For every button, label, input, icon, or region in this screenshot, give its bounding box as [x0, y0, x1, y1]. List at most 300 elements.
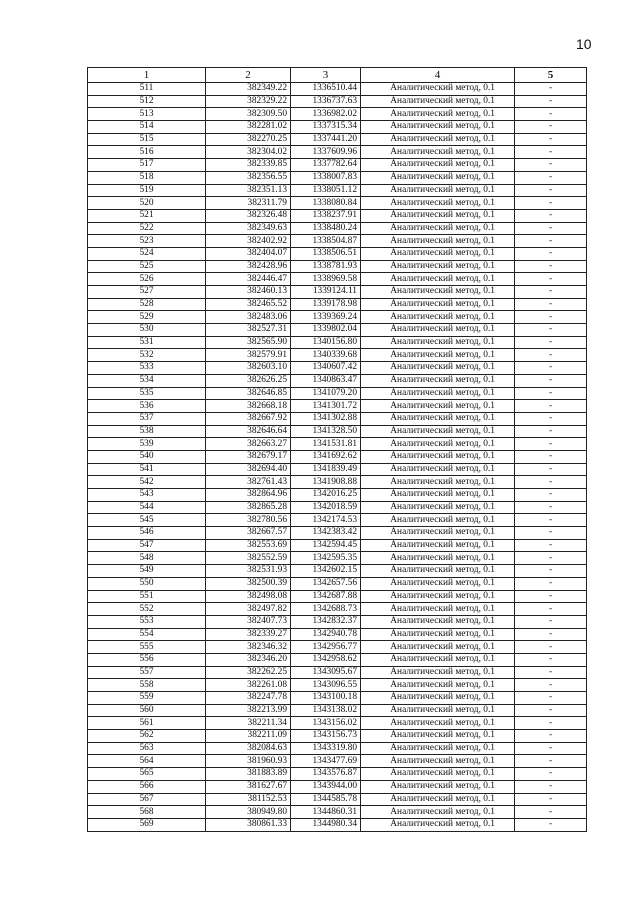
table-body [88, 83, 587, 832]
method-accuracy-cell: Аналитический метод, 0.1 [361, 273, 515, 286]
table-row [88, 235, 587, 248]
table-row [88, 83, 587, 96]
header-col-3: 3 [291, 68, 361, 83]
table-row [88, 463, 587, 476]
method-accuracy-cell: Аналитический метод, 0.1 [361, 717, 515, 730]
coordinate-y-cell: 1342958.62 [291, 653, 361, 666]
coordinate-x-cell: 382603.10 [206, 362, 291, 375]
point-number-cell: 566 [88, 780, 206, 793]
method-accuracy-cell: Аналитический метод, 0.1 [361, 121, 515, 134]
coordinate-x-cell: 382667.92 [206, 412, 291, 425]
coordinate-y-cell: 1343100.18 [291, 692, 361, 705]
method-accuracy-cell: Аналитический метод, 0.1 [361, 768, 515, 781]
point-number-cell: 514 [88, 121, 206, 134]
method-accuracy-cell: Аналитический метод, 0.1 [361, 387, 515, 400]
table-row [88, 349, 587, 362]
table-row [88, 628, 587, 641]
table-row [88, 171, 587, 184]
point-number-cell: 536 [88, 400, 206, 413]
table-row [88, 222, 587, 235]
method-accuracy-cell: Аналитический метод, 0.1 [361, 311, 515, 324]
coordinate-x-cell: 382498.08 [206, 590, 291, 603]
coordinate-x-cell: 382281.02 [206, 121, 291, 134]
coordinate-y-cell: 1343138.02 [291, 704, 361, 717]
note-cell: - [515, 514, 587, 527]
coordinate-x-cell: 382211.09 [206, 730, 291, 743]
table-row [88, 374, 587, 387]
note-cell: - [515, 450, 587, 463]
coordinate-y-cell: 1344860.31 [291, 806, 361, 819]
note-cell: - [515, 260, 587, 273]
note-cell: - [515, 679, 587, 692]
point-number-cell: 531 [88, 336, 206, 349]
note-cell: - [515, 577, 587, 590]
table-row [88, 95, 587, 108]
table-row [88, 641, 587, 654]
point-number-cell: 541 [88, 463, 206, 476]
method-accuracy-cell: Аналитический метод, 0.1 [361, 222, 515, 235]
coordinate-x-cell: 382663.27 [206, 438, 291, 451]
note-cell: - [515, 108, 587, 121]
point-number-cell: 548 [88, 552, 206, 565]
coordinate-x-cell: 382211.34 [206, 717, 291, 730]
method-accuracy-cell: Аналитический метод, 0.1 [361, 755, 515, 768]
table-row [88, 108, 587, 121]
table-row [88, 425, 587, 438]
point-number-cell: 547 [88, 539, 206, 552]
coordinate-x-cell: 382446.47 [206, 273, 291, 286]
method-accuracy-cell: Аналитический метод, 0.1 [361, 324, 515, 337]
table-row [88, 476, 587, 489]
table-row [88, 527, 587, 540]
coordinate-y-cell: 1338506.51 [291, 247, 361, 260]
table-row [88, 247, 587, 260]
coordinate-y-cell: 1337782.64 [291, 159, 361, 172]
coordinate-x-cell: 382356.55 [206, 171, 291, 184]
coordinate-x-cell: 382262.25 [206, 666, 291, 679]
table-row [88, 615, 587, 628]
note-cell: - [515, 755, 587, 768]
table-row [88, 273, 587, 286]
point-number-cell: 563 [88, 742, 206, 755]
method-accuracy-cell: Аналитический метод, 0.1 [361, 603, 515, 616]
coordinate-y-cell: 1342595.35 [291, 552, 361, 565]
note-cell: - [515, 171, 587, 184]
point-number-cell: 512 [88, 95, 206, 108]
header-col-4: 4 [361, 68, 515, 83]
method-accuracy-cell: Аналитический метод, 0.1 [361, 780, 515, 793]
coordinate-y-cell: 1342832.37 [291, 615, 361, 628]
point-number-cell: 544 [88, 501, 206, 514]
point-number-cell: 565 [88, 768, 206, 781]
note-cell: - [515, 95, 587, 108]
table-row [88, 450, 587, 463]
coordinates-table [87, 67, 587, 832]
table-row [88, 768, 587, 781]
method-accuracy-cell: Аналитический метод, 0.1 [361, 349, 515, 362]
coordinate-y-cell: 1340863.47 [291, 374, 361, 387]
coordinate-x-cell: 382213.99 [206, 704, 291, 717]
table-row [88, 539, 587, 552]
note-cell: - [515, 615, 587, 628]
point-number-cell: 561 [88, 717, 206, 730]
note-cell: - [515, 438, 587, 451]
method-accuracy-cell: Аналитический метод, 0.1 [361, 514, 515, 527]
coordinate-y-cell: 1343156.02 [291, 717, 361, 730]
coordinate-x-cell: 382304.02 [206, 146, 291, 159]
point-number-cell: 519 [88, 184, 206, 197]
coordinate-x-cell: 382339.85 [206, 159, 291, 172]
point-number-cell: 553 [88, 615, 206, 628]
method-accuracy-cell: Аналитический метод, 0.1 [361, 438, 515, 451]
note-cell: - [515, 387, 587, 400]
header-col-5: 5 [515, 68, 587, 83]
method-accuracy-cell: Аналитический метод, 0.1 [361, 336, 515, 349]
note-cell: - [515, 83, 587, 96]
coordinate-y-cell: 1336737.63 [291, 95, 361, 108]
note-cell: - [515, 184, 587, 197]
method-accuracy-cell: Аналитический метод, 0.1 [361, 362, 515, 375]
point-number-cell: 556 [88, 653, 206, 666]
method-accuracy-cell: Аналитический метод, 0.1 [361, 235, 515, 248]
coordinate-y-cell: 1341301.72 [291, 400, 361, 413]
note-cell: - [515, 463, 587, 476]
method-accuracy-cell: Аналитический метод, 0.1 [361, 374, 515, 387]
table-row [88, 336, 587, 349]
table-row [88, 400, 587, 413]
table-row [88, 806, 587, 819]
table-row [88, 590, 587, 603]
table-row [88, 438, 587, 451]
method-accuracy-cell: Аналитический метод, 0.1 [361, 742, 515, 755]
coordinate-x-cell: 382261.08 [206, 679, 291, 692]
coordinate-x-cell: 382349.22 [206, 83, 291, 96]
coordinate-x-cell: 382668.18 [206, 400, 291, 413]
coordinate-x-cell: 382428.96 [206, 260, 291, 273]
point-number-cell: 549 [88, 565, 206, 578]
coordinate-x-cell: 382679.17 [206, 450, 291, 463]
point-number-cell: 552 [88, 603, 206, 616]
point-number-cell: 539 [88, 438, 206, 451]
coordinate-x-cell: 382553.69 [206, 539, 291, 552]
note-cell: - [515, 730, 587, 743]
point-number-cell: 558 [88, 679, 206, 692]
coordinate-x-cell: 382646.85 [206, 387, 291, 400]
note-cell: - [515, 641, 587, 654]
note-cell: - [515, 222, 587, 235]
method-accuracy-cell: Аналитический метод, 0.1 [361, 666, 515, 679]
coordinate-y-cell: 1338237.91 [291, 209, 361, 222]
table-row [88, 577, 587, 590]
point-number-cell: 555 [88, 641, 206, 654]
table-row [88, 742, 587, 755]
coordinate-x-cell: 382579.91 [206, 349, 291, 362]
coordinate-x-cell: 382460.13 [206, 286, 291, 299]
coordinate-x-cell: 382339.27 [206, 628, 291, 641]
point-number-cell: 559 [88, 692, 206, 705]
point-number-cell: 562 [88, 730, 206, 743]
coordinate-y-cell: 1343095.67 [291, 666, 361, 679]
coordinate-x-cell: 382780.56 [206, 514, 291, 527]
point-number-cell: 554 [88, 628, 206, 641]
note-cell: - [515, 552, 587, 565]
point-number-cell: 533 [88, 362, 206, 375]
note-cell: - [515, 590, 587, 603]
note-cell: - [515, 666, 587, 679]
note-cell: - [515, 374, 587, 387]
point-number-cell: 513 [88, 108, 206, 121]
coordinate-y-cell: 1342956.77 [291, 641, 361, 654]
coordinate-x-cell: 382552.59 [206, 552, 291, 565]
note-cell: - [515, 806, 587, 819]
note-cell: - [515, 362, 587, 375]
coordinate-x-cell: 382326.48 [206, 209, 291, 222]
point-number-cell: 560 [88, 704, 206, 717]
table-row [88, 692, 587, 705]
header-col-1: 1 [88, 68, 206, 83]
table-row [88, 324, 587, 337]
method-accuracy-cell: Аналитический метод, 0.1 [361, 108, 515, 121]
point-number-cell: 518 [88, 171, 206, 184]
point-number-cell: 527 [88, 286, 206, 299]
coordinate-y-cell: 1336982.02 [291, 108, 361, 121]
note-cell: - [515, 742, 587, 755]
note-cell: - [515, 412, 587, 425]
table-row [88, 184, 587, 197]
coordinate-x-cell: 381883.89 [206, 768, 291, 781]
method-accuracy-cell: Аналитический метод, 0.1 [361, 159, 515, 172]
method-accuracy-cell: Аналитический метод, 0.1 [361, 463, 515, 476]
method-accuracy-cell: Аналитический метод, 0.1 [361, 501, 515, 514]
note-cell: - [515, 704, 587, 717]
note-cell: - [515, 298, 587, 311]
method-accuracy-cell: Аналитический метод, 0.1 [361, 527, 515, 540]
table-row [88, 133, 587, 146]
coordinate-y-cell: 1341531.81 [291, 438, 361, 451]
note-cell: - [515, 539, 587, 552]
method-accuracy-cell: Аналитический метод, 0.1 [361, 577, 515, 590]
coordinate-x-cell: 382309.50 [206, 108, 291, 121]
note-cell: - [515, 247, 587, 260]
coordinate-y-cell: 1343576.87 [291, 768, 361, 781]
coordinate-x-cell: 382247.78 [206, 692, 291, 705]
coordinate-y-cell: 1340607.42 [291, 362, 361, 375]
coordinate-y-cell: 1340156.80 [291, 336, 361, 349]
coordinate-x-cell: 382500.39 [206, 577, 291, 590]
point-number-cell: 551 [88, 590, 206, 603]
table-row [88, 311, 587, 324]
table-row [88, 653, 587, 666]
coordinate-y-cell: 1339369.24 [291, 311, 361, 324]
method-accuracy-cell: Аналитический метод, 0.1 [361, 450, 515, 463]
note-cell: - [515, 603, 587, 616]
page-number: 10 [576, 36, 592, 52]
point-number-cell: 550 [88, 577, 206, 590]
point-number-cell: 523 [88, 235, 206, 248]
coordinate-y-cell: 1342594.45 [291, 539, 361, 552]
coordinate-x-cell: 382346.32 [206, 641, 291, 654]
point-number-cell: 557 [88, 666, 206, 679]
note-cell: - [515, 476, 587, 489]
table-row [88, 159, 587, 172]
coordinate-x-cell: 382483.06 [206, 311, 291, 324]
method-accuracy-cell: Аналитический метод, 0.1 [361, 539, 515, 552]
method-accuracy-cell: Аналитический метод, 0.1 [361, 615, 515, 628]
method-accuracy-cell: Аналитический метод, 0.1 [361, 209, 515, 222]
method-accuracy-cell: Аналитический метод, 0.1 [361, 197, 515, 210]
note-cell: - [515, 159, 587, 172]
point-number-cell: 520 [88, 197, 206, 210]
table-row [88, 121, 587, 134]
coordinate-x-cell: 382531.93 [206, 565, 291, 578]
note-cell: - [515, 489, 587, 502]
note-cell: - [515, 768, 587, 781]
point-number-cell: 540 [88, 450, 206, 463]
table-row [88, 780, 587, 793]
point-number-cell: 529 [88, 311, 206, 324]
method-accuracy-cell: Аналитический метод, 0.1 [361, 628, 515, 641]
note-cell: - [515, 565, 587, 578]
method-accuracy-cell: Аналитический метод, 0.1 [361, 171, 515, 184]
note-cell: - [515, 527, 587, 540]
note-cell: - [515, 501, 587, 514]
point-number-cell: 522 [88, 222, 206, 235]
coordinate-x-cell: 382404.07 [206, 247, 291, 260]
method-accuracy-cell: Аналитический метод, 0.1 [361, 806, 515, 819]
coordinate-y-cell: 1344980.34 [291, 818, 361, 831]
note-cell: - [515, 336, 587, 349]
method-accuracy-cell: Аналитический метод, 0.1 [361, 146, 515, 159]
point-number-cell: 530 [88, 324, 206, 337]
note-cell: - [515, 793, 587, 806]
method-accuracy-cell: Аналитический метод, 0.1 [361, 704, 515, 717]
coordinate-y-cell: 1343477.69 [291, 755, 361, 768]
method-accuracy-cell: Аналитический метод, 0.1 [361, 565, 515, 578]
method-accuracy-cell: Аналитический метод, 0.1 [361, 476, 515, 489]
coordinate-x-cell: 382407.73 [206, 615, 291, 628]
note-cell: - [515, 121, 587, 134]
coordinate-x-cell: 382349.63 [206, 222, 291, 235]
method-accuracy-cell: Аналитический метод, 0.1 [361, 641, 515, 654]
table-row [88, 704, 587, 717]
table-row [88, 298, 587, 311]
coordinate-y-cell: 1343096.55 [291, 679, 361, 692]
coordinate-y-cell: 1338969.58 [291, 273, 361, 286]
point-number-cell: 526 [88, 273, 206, 286]
coordinate-y-cell: 1339124.11 [291, 286, 361, 299]
coordinate-x-cell: 382329.22 [206, 95, 291, 108]
coordinate-y-cell: 1338504.87 [291, 235, 361, 248]
coordinate-x-cell: 382694.40 [206, 463, 291, 476]
method-accuracy-cell: Аналитический метод, 0.1 [361, 95, 515, 108]
point-number-cell: 567 [88, 793, 206, 806]
coordinate-x-cell: 382527.31 [206, 324, 291, 337]
note-cell: - [515, 133, 587, 146]
coordinate-y-cell: 1341692.62 [291, 450, 361, 463]
coordinate-y-cell: 1338007.83 [291, 171, 361, 184]
note-cell: - [515, 273, 587, 286]
table-row [88, 286, 587, 299]
point-number-cell: 517 [88, 159, 206, 172]
method-accuracy-cell: Аналитический метод, 0.1 [361, 679, 515, 692]
table-row [88, 793, 587, 806]
point-number-cell: 524 [88, 247, 206, 260]
method-accuracy-cell: Аналитический метод, 0.1 [361, 298, 515, 311]
coordinate-y-cell: 1343319.80 [291, 742, 361, 755]
coordinate-x-cell: 381152.53 [206, 793, 291, 806]
table-row [88, 501, 587, 514]
coordinate-y-cell: 1341302.88 [291, 412, 361, 425]
coordinate-y-cell: 1342383.42 [291, 527, 361, 540]
point-number-cell: 515 [88, 133, 206, 146]
method-accuracy-cell: Аналитический метод, 0.1 [361, 412, 515, 425]
method-accuracy-cell: Аналитический метод, 0.1 [361, 653, 515, 666]
table-row [88, 679, 587, 692]
method-accuracy-cell: Аналитический метод, 0.1 [361, 133, 515, 146]
coordinate-y-cell: 1337609.96 [291, 146, 361, 159]
coordinate-x-cell: 382270.25 [206, 133, 291, 146]
note-cell: - [515, 311, 587, 324]
coordinate-x-cell: 382864.96 [206, 489, 291, 502]
coordinate-x-cell: 381627.67 [206, 780, 291, 793]
coordinate-x-cell: 382084.63 [206, 742, 291, 755]
coordinate-y-cell: 1342018.59 [291, 501, 361, 514]
coordinate-y-cell: 1342657.56 [291, 577, 361, 590]
point-number-cell: 569 [88, 818, 206, 831]
point-number-cell: 538 [88, 425, 206, 438]
coordinate-y-cell: 1342602.15 [291, 565, 361, 578]
point-number-cell: 546 [88, 527, 206, 540]
coordinate-x-cell: 380861.33 [206, 818, 291, 831]
coordinate-x-cell: 382646.64 [206, 425, 291, 438]
coordinate-x-cell: 382465.52 [206, 298, 291, 311]
point-number-cell: 532 [88, 349, 206, 362]
coordinate-y-cell: 1339178.98 [291, 298, 361, 311]
coordinate-y-cell: 1342687.88 [291, 590, 361, 603]
point-number-cell: 525 [88, 260, 206, 273]
table-row [88, 387, 587, 400]
note-cell: - [515, 818, 587, 831]
table-row [88, 489, 587, 502]
table-row [88, 412, 587, 425]
point-number-cell: 564 [88, 755, 206, 768]
coordinate-x-cell: 382346.20 [206, 653, 291, 666]
table-row [88, 730, 587, 743]
point-number-cell: 543 [88, 489, 206, 502]
method-accuracy-cell: Аналитический метод, 0.1 [361, 489, 515, 502]
method-accuracy-cell: Аналитический метод, 0.1 [361, 590, 515, 603]
method-accuracy-cell: Аналитический метод, 0.1 [361, 793, 515, 806]
note-cell: - [515, 324, 587, 337]
coordinate-y-cell: 1344585.78 [291, 793, 361, 806]
point-number-cell: 568 [88, 806, 206, 819]
coordinate-y-cell: 1341908.88 [291, 476, 361, 489]
note-cell: - [515, 235, 587, 248]
method-accuracy-cell: Аналитический метод, 0.1 [361, 247, 515, 260]
coordinate-x-cell: 382402.92 [206, 235, 291, 248]
point-number-cell: 535 [88, 387, 206, 400]
note-cell: - [515, 425, 587, 438]
point-number-cell: 545 [88, 514, 206, 527]
coordinate-y-cell: 1340339.68 [291, 349, 361, 362]
coordinate-y-cell: 1341328.50 [291, 425, 361, 438]
coordinate-y-cell: 1343944.00 [291, 780, 361, 793]
point-number-cell: 537 [88, 412, 206, 425]
table-row [88, 362, 587, 375]
coordinate-y-cell: 1337315.34 [291, 121, 361, 134]
point-number-cell: 511 [88, 83, 206, 96]
method-accuracy-cell: Аналитический метод, 0.1 [361, 425, 515, 438]
